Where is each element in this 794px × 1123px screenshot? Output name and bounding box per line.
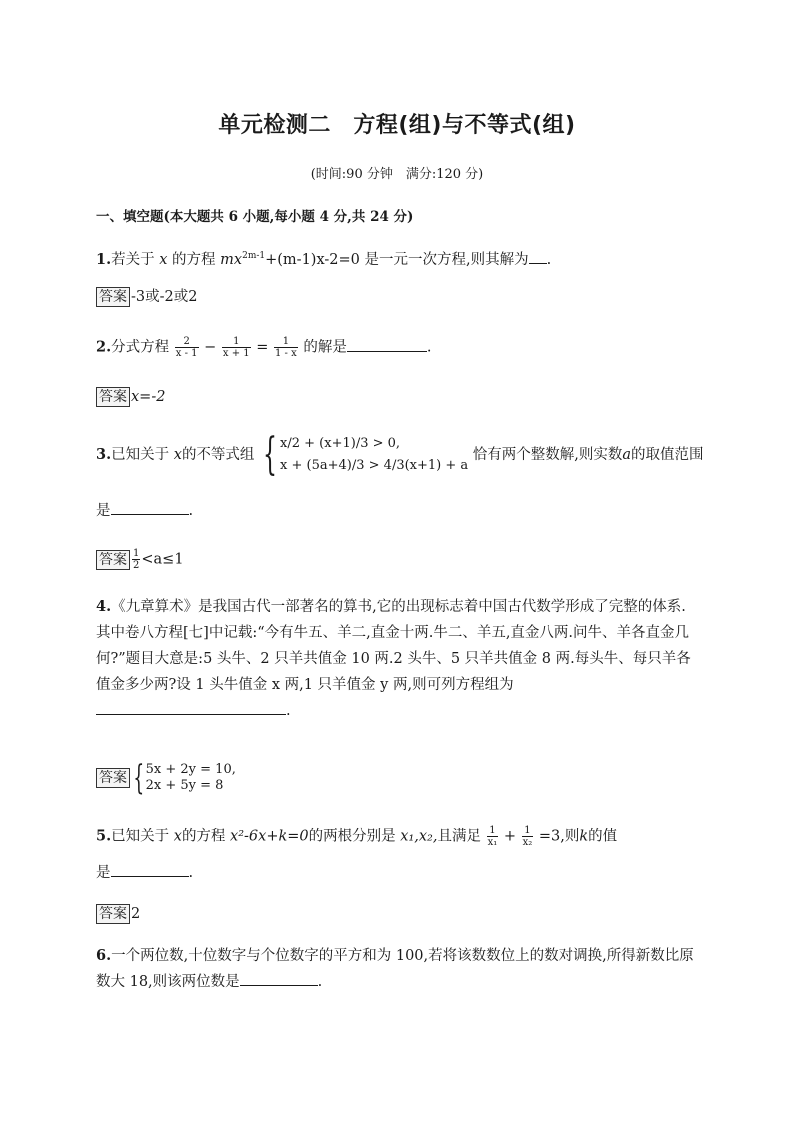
question-6: 6.一个两位数,十位数字与个位数字的平方和为 100,若将该数数位上的数对调换,所得新数比原数大 18,则该两位数是 . [96, 947, 694, 990]
section-heading: 一、填空题(本大题共 6 小题,每小题 4 分,共 24 分) [96, 209, 414, 225]
question-4: 4.《九章算术》是我国古代一部著名的算书,它的出现标志着中国古代数学形成了完整的体系.其中卷八方程[七]中记载:“今有牛五、羊二,直金十两.牛二、羊五,直金八两.问牛、羊各直金几何?”题目大意是:5 头牛、2 只羊共值金 10 两.2 头牛、5 只羊共值金 8 两.每头牛、每只羊各值金多少两?设 1 头牛值金 x 两,1 只羊值金 y 两,则可列方程组为. [96, 598, 691, 719]
inequality-system: { x/2 + (x+1)/3 > 0, x + (5a+4)/3 > 4/3(x+1) + a [263, 429, 469, 480]
question-3-cont: 是 . [96, 500, 193, 521]
answer-blank[interactable] [111, 500, 189, 515]
answer-blank[interactable] [240, 971, 318, 986]
answer-3: 答案 $\frac{1}{2}$ <a≤1 [96, 548, 184, 571]
answer-blank[interactable] [529, 249, 547, 264]
answer-4: 答案 { 5x + 2y = 10, 2x + 5y = 8 [96, 756, 236, 800]
question-5-cont: 是 . [96, 862, 193, 883]
question-number: 1. [96, 250, 112, 268]
answer-blank[interactable] [347, 337, 427, 352]
page-title: 单元检测二 方程(组)与不等式(组) [218, 113, 576, 138]
answer-blank[interactable] [96, 700, 286, 715]
answer-1: 答案 -3或-2或2 [96, 285, 197, 307]
question-5: 5.已知关于 x的方程 x²-6x+k=0的两根分别是 x₁,x₂,且满足 $\frac{1}{\text{x₁}}$ + $\frac{1}{\text{x₂}}$ =3,则k的值 [96, 825, 618, 848]
question-1: 1.若关于 x 的方程 $mx^{2m-1}+(m-1)x-2=0$ 是一元一次方程,则其解为 . [96, 250, 552, 268]
answer-label: 答案 [96, 287, 130, 307]
exam-info: (时间:90 分钟 满分:120 分) [310, 167, 484, 182]
answer-2: 答案 x=-2 [96, 387, 165, 407]
question-3: 3.已知关于 x的不等式组 { x/2 + (x+1)/3 > 0, x + (5a+4)/3 > 4/3(x+1) + a 恰有两个整数解,则实数a的取值范围 [96, 429, 704, 480]
question-2: 2.分式方程 $\frac{2}{x - 1}$ − $\frac{1}{x + 1}$ = $\frac{1}{1 - x}$ 的解是 . [96, 336, 432, 359]
answer-5: 答案 2 [96, 904, 140, 924]
answer-blank[interactable] [111, 862, 189, 877]
